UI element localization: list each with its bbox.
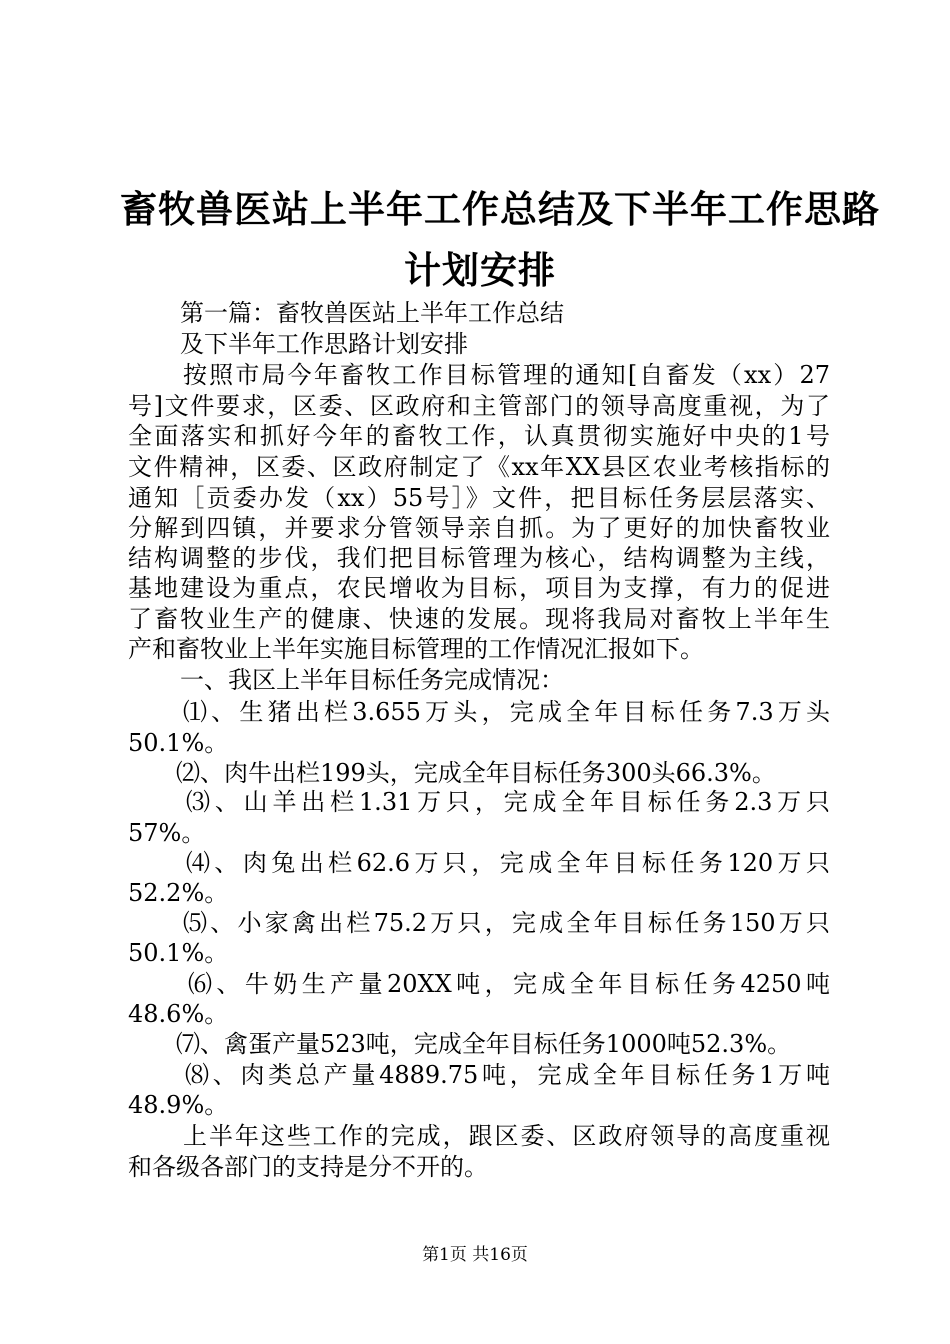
target-item-line: 48.6%。 — [128, 1000, 229, 1028]
closing-line: 上半年这些工作的完成，跟区委、区政府领导的高度重视 — [183, 1122, 830, 1150]
target-item-line: ⑸、小家禽出栏75.2万只，完成全年目标任务150万只 — [183, 909, 830, 937]
intro-line: 通知［贡委办发（xx）55号］》文件，把目标任务层层落实、 — [128, 484, 830, 512]
target-item-line: ⑴、生猪出栏3.655万头，完成全年目标任务7.3万头 — [183, 698, 830, 726]
section-subtitle-line1: 第一篇：畜牧兽医站上半年工作总结 — [180, 299, 564, 327]
target-item-line: 50.1%。 — [128, 939, 229, 967]
intro-line: 号]文件要求，区委、区政府和主管部门的领导高度重视，为了 — [128, 392, 830, 420]
target-item-line: 57%。 — [128, 819, 206, 847]
target-item-line: 52.2%。 — [128, 879, 229, 907]
target-item-line: ⑶、山羊出栏1.31万只，完成全年目标任务2.3万只 — [186, 788, 830, 816]
target-item-line: ⑵、肉牛出栏199头，完成全年目标任务300头66.3%。 — [176, 759, 776, 787]
intro-line: 按照市局今年畜牧工作目标管理的通知[自畜发（xx）27 — [183, 361, 830, 389]
intro-line: 了畜牧业生产的健康、快速的发展。现将我局对畜牧上半年生 — [128, 605, 830, 633]
intro-line: 产和畜牧业上半年实施目标管理的工作情况汇报如下。 — [128, 635, 704, 663]
section-subtitle-line2: 及下半年工作思路计划安排 — [180, 330, 468, 358]
target-item-line: ⑹、牛奶生产量20XX吨，完成全年目标任务4250吨 — [188, 970, 830, 998]
intro-line: 结构调整的步伐，我们把目标管理为核心，结构调整为主线， — [128, 544, 830, 572]
intro-line: 文件精神，区委、区政府制定了《xx年XX县区农业考核指标的 — [128, 453, 830, 481]
target-item-line: 50.1%。 — [128, 729, 229, 757]
intro-line: 分解到四镇，并要求分管领导亲自抓。为了更好的加快畜牧业 — [128, 514, 830, 542]
target-item-line: 48.9%。 — [128, 1091, 229, 1119]
target-item-line: ⑷、肉兔出栏62.6万只，完成全年目标任务120万只 — [186, 849, 830, 877]
target-item-line: ⑻、肉类总产量4889.75吨，完成全年目标任务1万吨 — [185, 1061, 830, 1089]
intro-line: 基地建设为重点，农民增收为目标，项目为支撑，有力的促进 — [128, 574, 830, 602]
page-number: 第1页 共16页 — [422, 1245, 528, 1265]
intro-line: 全面落实和抓好今年的畜牧工作，认真贯彻实施好中央的1号 — [128, 422, 830, 450]
document-title-line1: 畜牧兽医站上半年工作总结及下半年工作思路 — [120, 188, 880, 231]
section-heading: 一、我区上半年目标任务完成情况： — [180, 666, 564, 694]
closing-line: 和各级各部门的支持是分不开的。 — [128, 1153, 488, 1181]
document-title-line2: 计划安排 — [404, 249, 556, 292]
target-item-line: ⑺、禽蛋产量523吨，完成全年目标任务1000吨52.3%。 — [176, 1030, 792, 1058]
